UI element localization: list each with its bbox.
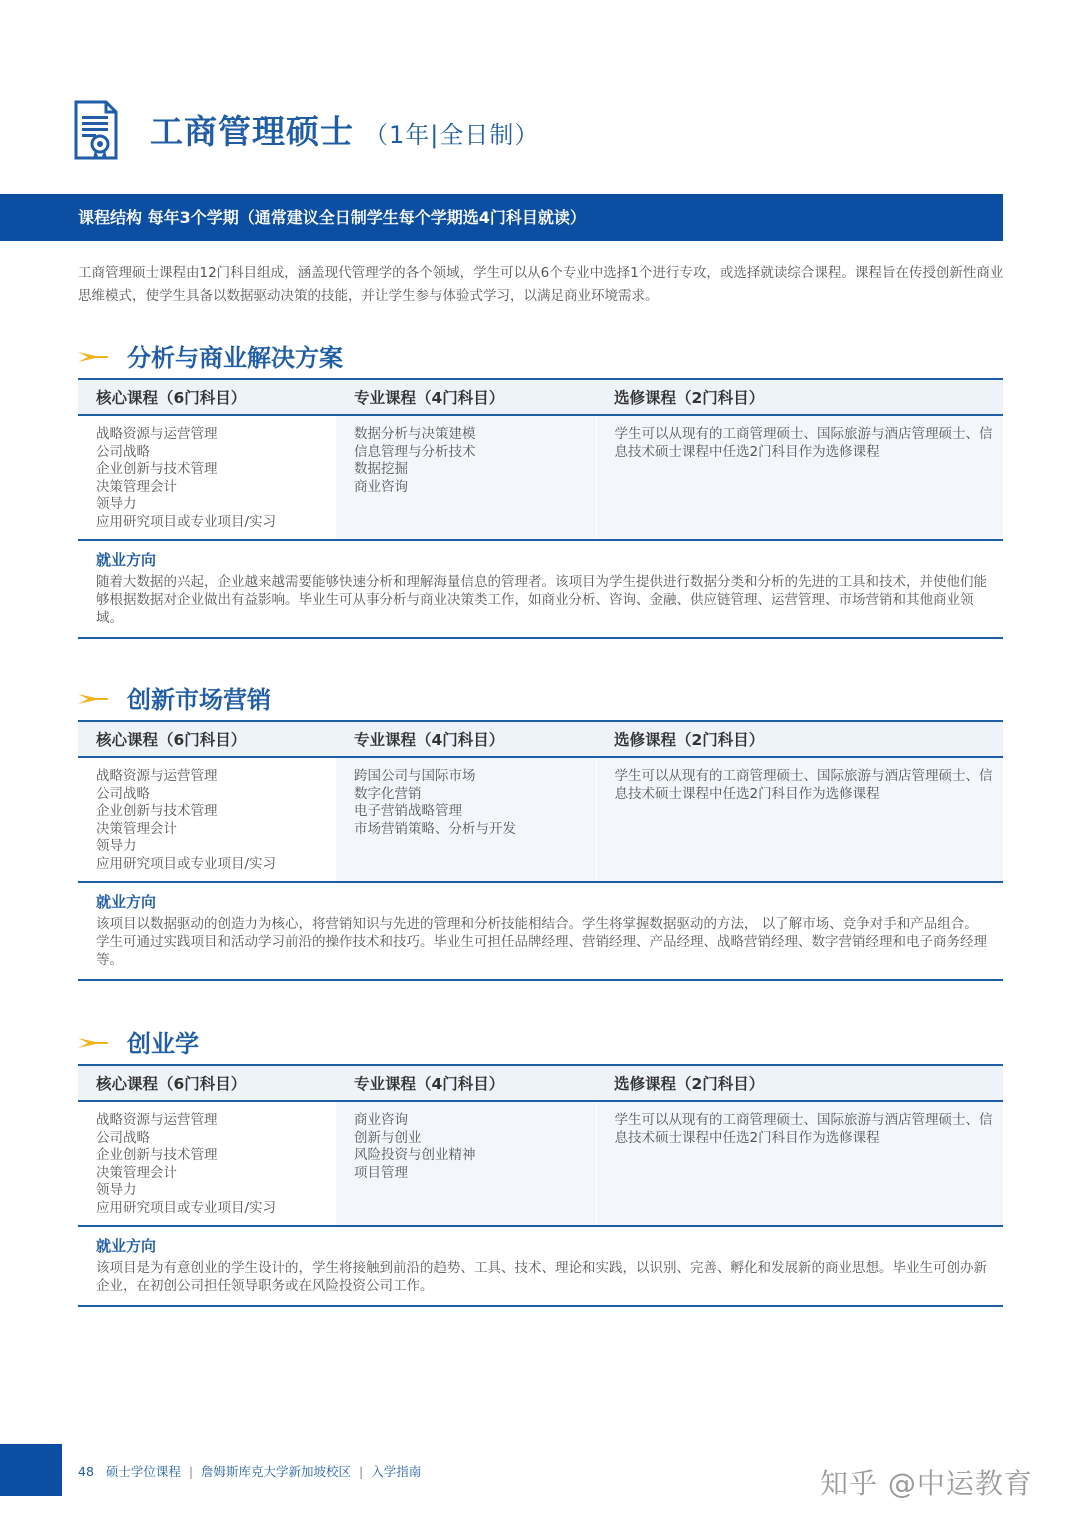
list-item: 商业咨询 <box>354 478 408 495</box>
career-box <box>78 1225 1003 1307</box>
list-item: 领导力 <box>96 1182 137 1198</box>
course-table <box>78 378 1003 539</box>
core-header: 核心课程（6门科目） <box>78 1065 336 1101</box>
career-title: 就业方向 <box>96 551 157 569</box>
list-item: 信息管理与分析技术 <box>354 443 476 460</box>
title-text: 工商管理硕士 <box>150 112 354 151</box>
list-item: 商业咨询 <box>354 1112 408 1128</box>
footer-separator: | <box>359 1464 364 1479</box>
specialist-header: 专业课程（4门科目） <box>336 1065 596 1101</box>
list-item: 战略资源与运营管理 <box>96 1112 218 1128</box>
career-box <box>78 881 1003 981</box>
footer-part3: 入学指南 <box>371 1464 422 1479</box>
arrow-icon <box>78 350 110 364</box>
elective-text: 学生可以从现有的工商管理硕士、国际旅游与酒店管理硕士、信息技术硕士课程中任选2门科目作为选修课程 <box>596 415 1003 539</box>
footer-part2: 詹姆斯库克大学新加坡校区 <box>201 1464 352 1479</box>
list-item: 风险投资与创业精神 <box>354 1147 476 1163</box>
core-header: 核心课程（6门科目） <box>78 379 336 415</box>
list-item: 企业创新与技术管理 <box>96 803 218 819</box>
course-table <box>78 1064 1003 1225</box>
specialist-list <box>336 1101 596 1225</box>
watermark: 知乎 @中运教育 <box>820 1467 1033 1500</box>
career-text: 该项目以数据驱动的创造力为核心，将营销知识与先进的管理和分析技能相结合。学生将掌握数据驱动的方法， 以了解市场、竞争对手和产品组合。学生可通过实践项目和活动学习前沿的操作技术和技巧。毕业生可担任品牌经理、营销经理、产品经理、战略营销经理、数字营销经理和电子商务经理等。 <box>96 916 987 968</box>
career-title: 就业方向 <box>96 1237 157 1255</box>
list-item: 项目管理 <box>354 1164 408 1181</box>
footer-part1: 硕士学位课程 <box>105 1464 181 1479</box>
section-title: 创业学 <box>127 1030 199 1058</box>
list-item: 企业创新与技术管理 <box>96 461 218 477</box>
list-item: 应用研究项目或专业项目/实习 <box>96 513 277 530</box>
footer <box>78 1462 421 1480</box>
list-item: 数字化营销 <box>354 785 422 802</box>
title-subtitle: （1年|全日制） <box>364 121 540 149</box>
list-item: 应用研究项目或专业项目/实习 <box>96 855 277 872</box>
list-item: 跨国公司与国际市场 <box>354 768 476 784</box>
career-box <box>78 539 1003 639</box>
list-item: 决策管理会计 <box>96 478 177 495</box>
arrow-icon <box>78 1036 110 1050</box>
section-title: 分析与商业解决方案 <box>127 344 343 372</box>
list-item: 应用研究项目或专业项目/实习 <box>96 1199 277 1216</box>
elective-header: 选修课程（2门科目） <box>596 721 1003 757</box>
intro-paragraph: 工商管理硕士课程由12门科目组成，涵盖现代管理学的各个领域，学生可以从6个专业中选择1个进行专攻，或选择就读综合课程。课程旨在传授创新性商业思维模式，使学生具备以数据驱动决策的技能，并让学生参与体验式学习，以满足商业环境需求。 <box>78 265 1004 304</box>
page-number: 48 <box>78 1464 94 1479</box>
specialist-header: 专业课程（4门科目） <box>336 721 596 757</box>
elective-text: 学生可以从现有的工商管理硕士、国际旅游与酒店管理硕士、信息技术硕士课程中任选2门科目作为选修课程 <box>596 757 1003 881</box>
section-analytics <box>78 338 1003 639</box>
list-item: 战略资源与运营管理 <box>96 426 218 442</box>
list-item: 公司战略 <box>96 1129 150 1146</box>
specialist-header: 专业课程（4门科目） <box>336 379 596 415</box>
elective-header: 选修课程（2门科目） <box>596 1065 1003 1101</box>
list-item: 领导力 <box>96 838 137 854</box>
core-header: 核心课程（6门科目） <box>78 721 336 757</box>
core-list <box>78 1101 336 1225</box>
elective-text: 学生可以从现有的工商管理硕士、国际旅游与酒店管理硕士、信息技术硕士课程中任选2门科目作为选修课程 <box>596 1101 1003 1225</box>
list-item: 数据挖掘 <box>354 461 408 477</box>
list-item: 决策管理会计 <box>96 820 177 837</box>
footer-separator: | <box>188 1464 194 1479</box>
list-item: 战略资源与运营管理 <box>96 768 218 784</box>
page-title <box>150 106 539 153</box>
section-title: 创新市场营销 <box>127 686 271 714</box>
list-item: 企业创新与技术管理 <box>96 1147 218 1163</box>
career-title: 就业方向 <box>96 893 157 911</box>
section-entrepreneurship <box>78 1024 1003 1307</box>
career-text: 随着大数据的兴起，企业越来越需要能够快速分析和理解海量信息的管理者。该项目为学生提供进行数据分类和分析的先进的工具和技术，并使他们能够根据数据对企业做出有益影响。毕业生可从事分析与商业决策类工作，如商业分析、咨询、金融、供应链管理、运营管理、市场营销和其他商业领域。 <box>96 574 987 626</box>
list-item: 公司战略 <box>96 443 150 460</box>
list-item: 数据分析与决策建模 <box>354 426 476 442</box>
core-list <box>78 415 336 539</box>
list-item: 电子营销战略管理 <box>354 803 462 819</box>
course-structure-banner: 课程结构 每年3个学期（通常建议全日制学生每个学期选4门科目就读） <box>0 194 1003 241</box>
arrow-icon <box>78 692 110 706</box>
course-table <box>78 720 1003 881</box>
elective-header: 选修课程（2门科目） <box>596 379 1003 415</box>
list-item: 市场营销策略、分析与开发 <box>354 820 516 837</box>
section-marketing <box>78 680 1003 981</box>
list-item: 公司战略 <box>96 785 150 802</box>
list-item: 创新与创业 <box>354 1129 422 1146</box>
core-list <box>78 757 336 881</box>
career-text: 该项目是为有意创业的学生设计的，学生将接触到前沿的趋势、工具、技术、理论和实践，以识别、完善、孵化和发展新的商业思想。毕业生可创办新企业，在初创公司担任领导职务或在风险投资公司工作。 <box>96 1260 987 1294</box>
certificate-icon <box>74 100 118 160</box>
specialist-list <box>336 415 596 539</box>
footer-accent-block <box>0 1444 62 1496</box>
list-item: 领导力 <box>96 496 137 512</box>
list-item: 决策管理会计 <box>96 1164 177 1181</box>
specialist-list <box>336 757 596 881</box>
